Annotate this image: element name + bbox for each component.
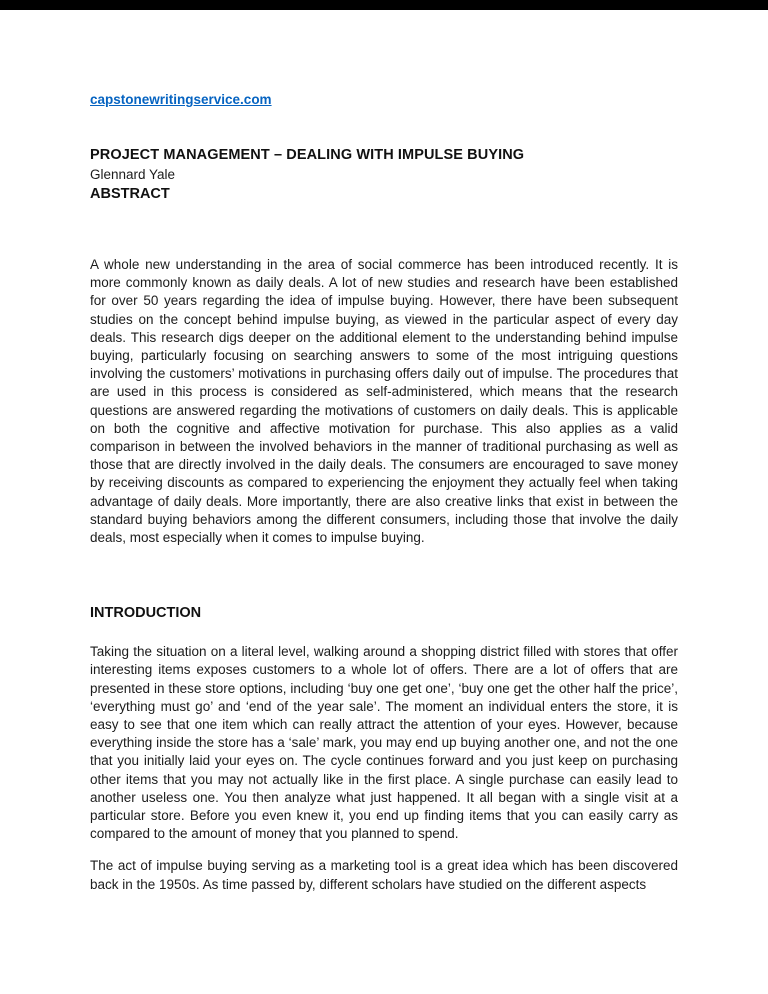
document-title: PROJECT MANAGEMENT – DEALING WITH IMPULSE BUYING — [90, 147, 525, 163]
abstract-heading: ABSTRACT — [90, 186, 170, 202]
introduction-paragraph-1: Taking the situation on a literal level, walking around a shopping district filled with stores that offer interesting items exposes customers to a whole lot of offers. There are a lot of offers that are presented in these store options, including ‘buy one get one’, ‘buy one get the other half the price’, ‘everything must go’ and ‘end of the year sale’. The moment an individual enters the store, it is easy to see that one item which can really attract the attention of your eyes. However, because everything inside the store has a ‘sale’ mark, you may end up buying another one, and not the one that you initially laid your eyes on. The cycle continues forward and you just keep on purchasing other items that you may not actually like in the first place. A single purchase can easily lead to another useless one. You then analyze what just happened. It all began with a single visit at a particular store. Before you even knew it, you end up finding items that you can easily carry as compared to the amount of money that you planned to spend. — [90, 644, 678, 842]
introduction-heading: INTRODUCTION — [90, 605, 202, 622]
top-bar — [0, 0, 768, 10]
abstract-paragraph: A whole new understanding in the area of social commerce has been introduced recently. It is more commonly known as daily deals. A lot of new studies and research have been established for over 50 years regarding the idea of impulse buying. However, there have been subsequent studies on the concept behind impulse buying, as viewed in the particular aspect of every day deals. This research digs deeper on the additional element to the understanding behind impulse buying, particularly focusing on searching answers to some of the most intriguing questions involving the customers’ motivations in purchasing offers daily out of impulse. The procedures that are used in this process is considered as self-administered, which means that the research questions are answered regarding the motivations of customers on daily deals. This is applicable on both the cognitive and affective motivation for purchase. This also applies as a valid comparison in between the involved behaviors in the manner of traditional purchasing as well as those that are directly involved in the daily deals. The consumers are encouraged to save money by receiving discounts as compared to experiencing the enjoyment they actually feel when taking advantage of daily deals. More importantly, there are also creative links that exist in between the standard buying behaviors among the different consumers, including those that involve the daily deals, most especially when it comes to impulse buying. — [90, 257, 678, 546]
introduction-paragraph-2: The act of impulse buying serving as a marketing tool is a great idea which has been discovered back in the 1950s. As time passed by, different scholars have studied on the different aspects — [90, 858, 678, 892]
site-link[interactable]: capstonewritingservice.com — [90, 92, 272, 107]
document-content — [0, 10, 768, 894]
author-name: Glennard Yale — [90, 167, 176, 182]
